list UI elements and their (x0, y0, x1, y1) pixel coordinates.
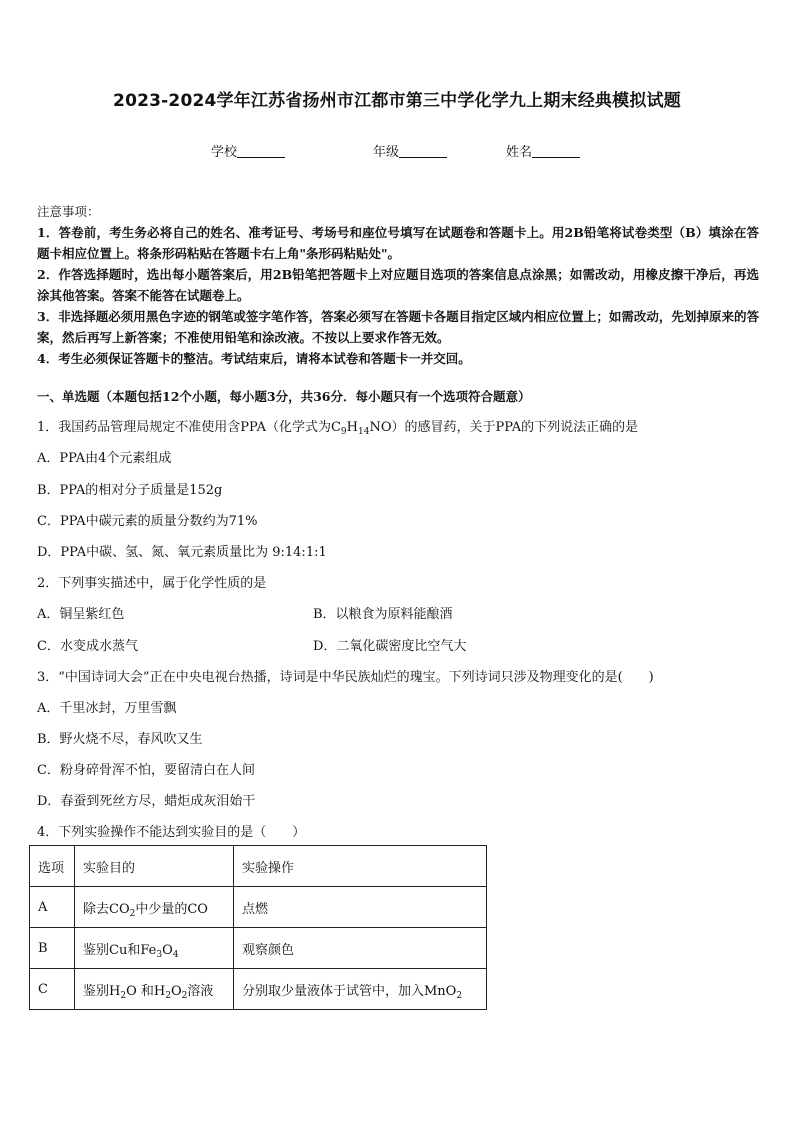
q3-option-b: B．野火烧不尽，春风吹又生 (37, 732, 203, 747)
notice-heading: 注意事项： (37, 204, 100, 219)
table-cell-operation: 点燃 (234, 887, 487, 928)
notice-block (37, 201, 759, 369)
school-field (211, 141, 285, 160)
q3-stem: 3．“中国诗词大会”正在中央电视台热播，诗词是中华民族灿烂的瑰宝。下列诗词只涉及物理变化的是( ) (37, 670, 654, 685)
grade-blank (399, 144, 447, 158)
q1-option-a: A．PPA由4个元素组成 (37, 451, 172, 466)
q2-stem: 2．下列事实描述中，属于化学性质的是 (37, 576, 267, 591)
q2-option-d: D．二氧化碳密度比空气大 (313, 639, 467, 654)
table-cell-option: A (30, 887, 75, 928)
table-cell-option: C (30, 969, 75, 1010)
table-cell-goal: 鉴别$H_2O$ 和$H_2O_2$溶液 (75, 969, 234, 1010)
grade-field (373, 141, 447, 160)
q1-option-c: C．PPA中碳元素的质量分数约为71% (37, 514, 258, 529)
notice-item: 2．作答选择题时，选出每小题答案后，用2B铅笔把答题卡上对应题目选项的答案信息点涂黑；如需改动，用橡皮擦干净后，再选涂其他答案。答案不能答在试题卷上。 (37, 267, 759, 303)
table-cell-goal: 鉴别Cu和$Fe_3O_4$ (75, 928, 234, 969)
q3-option-a: A．千里冰封，万里雪飘 (37, 701, 177, 716)
notice-item: 4．考生必须保证答题卡的整洁。考试结束后，请将本试卷和答题卡一并交回。 (37, 351, 471, 366)
table-cell-option: B (30, 928, 75, 969)
school-blank (237, 144, 285, 158)
q3-option-d: D．春蚕到死丝方尽，蜡炬成灰泪始干 (37, 794, 256, 809)
q1-option-b: B．PPA的相对分子质量是152g (37, 483, 223, 498)
school-label: 学校 (211, 145, 238, 160)
table-row (30, 969, 487, 1010)
name-blank (532, 144, 580, 158)
table-header-cell: 实验操作 (234, 846, 487, 887)
notice-item: 1．答卷前，考生务必将自己的姓名、准考证号、考场号和座位号填写在试题卷和答题卡上。用2B铅笔将试卷类型（B）填涂在答题卡相应位置上。将条形码粘贴在答题卡右上角"条形码粘贴处"。 (37, 225, 759, 261)
table-cell-operation: 观察颜色 (234, 928, 487, 969)
table-cell-goal: 除去$CO_2$中少量的CO (75, 887, 234, 928)
q1-option-d: D．PPA中碳、氢、氮、氧元素质量比为 9:14:1:1 (37, 545, 327, 560)
table-cell-operation: 分别取少量液体于试管中，加入MnO$_2$ (234, 969, 487, 1010)
grade-label: 年级 (373, 145, 400, 160)
notice-item: 3．非选择题必须用黑色字迹的钢笔或签字笔作答，答案必须写在答题卡各题目指定区域内相应位置上；如需改动，先划掉原来的答案，然后再写上新答案；不准使用铅笔和涂改液。不按以上要求作答无效。 (37, 309, 759, 345)
q3-option-c: C．粉身碎骨浑不怕，要留清白在人间 (37, 763, 255, 778)
table-header-cell: 选项 (30, 846, 75, 887)
name-label: 姓名 (506, 145, 533, 160)
q4-stem: 4．下列实验操作不能达到实验目的是（ ） (37, 825, 306, 840)
section-heading: 一、单选题（本题包括12个小题，每小题3分，共36分．每小题只有一个选项符合题意） (37, 389, 531, 404)
exam-title: 2023-2024学年江苏省扬州市江都市第三中学化学九上期末经典模拟试题 (113, 91, 681, 111)
experiment-table (29, 845, 487, 1010)
q2-option-a: A．铜呈紫红色 (37, 607, 125, 622)
q2-option-c: C．水变成水蒸气 (37, 639, 138, 654)
table-row (30, 887, 487, 928)
q1-stem: 1．我国药品管理局规定不准使用含PPA（化学式为$C_9H_{14}NO$）的感冒药，关于PPA的下列说法正确的是 (37, 420, 639, 437)
table-header-cell: 实验目的 (75, 846, 234, 887)
table-header-row (30, 846, 487, 887)
name-field (506, 141, 580, 160)
student-info-row (0, 141, 794, 159)
table-row (30, 928, 487, 969)
q2-option-b: B．以粮食为原料能酿酒 (313, 607, 453, 622)
